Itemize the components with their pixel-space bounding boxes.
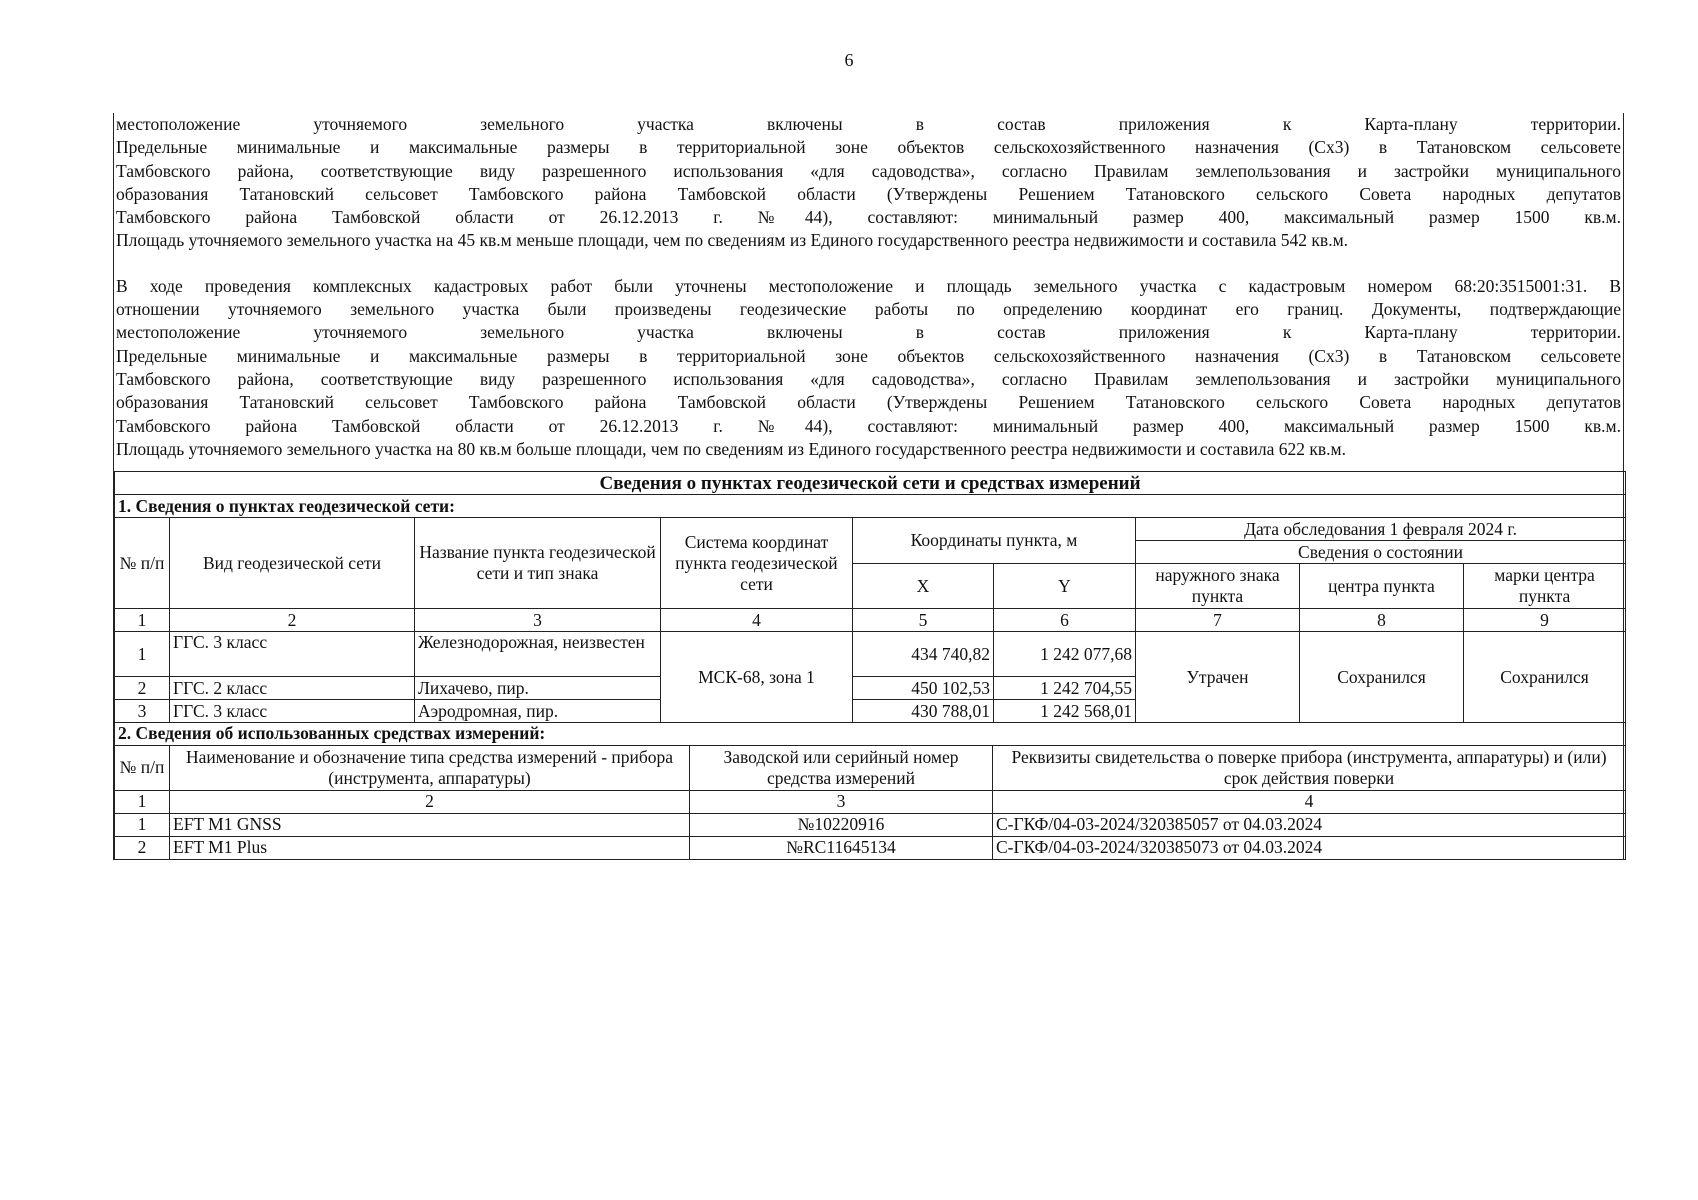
header-instrument: Наименование и обозначение типа средства измерений - прибора (инструмента, аппаратуры) (170, 745, 690, 790)
column-number: 3 (690, 790, 993, 813)
row-num: 2 (115, 677, 170, 700)
row-num: 3 (115, 700, 170, 723)
row-certificate: С-ГКФ/04-03-2024/320385073 от 04.03.2024 (993, 836, 1626, 859)
header-num: № п/п (115, 518, 170, 609)
paragraph-line: местоположение уточняемого земельного участка включены в состав приложения к Карта-плану территории. (116, 322, 1621, 343)
row-num: 2 (115, 836, 170, 859)
row-network: ГГС. 3 класс (170, 700, 415, 723)
paragraph-line: Тамбовского района Тамбовской области от 26.12.2013 г. №44), составляют: минимальный размер 400, максимальный размер 1500 кв.м. (116, 207, 1621, 228)
column-number: 5 (853, 609, 994, 632)
row-instrument: EFT M1 Plus (170, 836, 690, 859)
row-x: 430 788,01 (853, 700, 994, 723)
row-point-name: Лихачево, пир. (415, 677, 661, 700)
paragraph-2 (114, 275, 1623, 461)
table-row (115, 836, 1626, 859)
center-mark-value: Сохранился (1464, 632, 1626, 723)
column-number: 3 (415, 609, 661, 632)
instruments-table (114, 722, 1626, 860)
header-coords: Координаты пункта, м (853, 518, 1136, 564)
row-serial: №10220916 (690, 813, 993, 836)
row-network: ГГС. 2 класс (170, 677, 415, 700)
header-serial: Заводской или серийный номер средства измерений (690, 745, 993, 790)
column-number: 2 (170, 790, 690, 813)
row-certificate: С-ГКФ/04-03-2024/320385057 от 04.03.2024 (993, 813, 1626, 836)
column-number: 1 (115, 609, 170, 632)
paragraph-line: Площадь уточняемого земельного участка на 45 кв.м меньше площади, чем по сведениям из Единого государственного реестра недвижимости и составила 542 кв.м. (116, 230, 1349, 251)
paragraph-line: образования Татановский сельсовет Тамбовского района Тамбовской области (Утверждены Решением Татановского сельского Совета народных депутатов (116, 392, 1621, 413)
center-value: Сохранился (1300, 632, 1464, 723)
paragraph-1 (114, 113, 1623, 253)
header-point-name: Название пункта геодезической сети и тип знака (415, 518, 661, 609)
paragraph-line: В ходе проведения комплексных кадастровых работ были уточнены местоположение и площадь земельного участка с кадастровым номером 68:20:3515001:31. В (116, 275, 1621, 296)
geodetic-network-table (114, 471, 1626, 723)
paragraph-line: местоположение уточняемого земельного участка включены в состав приложения к Карта-плану территории. (116, 114, 1621, 134)
header-survey-date: Дата обследования 1 февраля 2024 г. (1136, 518, 1626, 541)
column-number: 9 (1464, 609, 1626, 632)
header-coord-system: Система координат пункта геодезической сети (661, 518, 853, 609)
paragraph-line: Предельные минимальные и максимальные размеры в территориальной зоне объектов сельскохозяйственного назначения (Сх3) в Татановском сельсовете (116, 137, 1621, 158)
column-number: 2 (170, 609, 415, 632)
header-num: № п/п (115, 745, 170, 790)
row-y: 1 242 568,01 (994, 700, 1136, 723)
paragraph-line: Предельные минимальные и максимальные размеры в территориальной зоне объектов сельскохозяйственного назначения (Сх3) в Татановском сельсовете (116, 345, 1621, 366)
paragraph-line: отношении уточняемого земельного участка были произведены геодезические работы по определению координат его границ. Документы, подтверждающие (116, 299, 1621, 320)
paragraph-line: Тамбовского района, соответствующие виду разрешенного использования «для садоводства», согласно Правилам землепользования и застройки муниципального (116, 368, 1621, 389)
table-title: Сведения о пунктах геодезической сети и средствах измерений (115, 472, 1626, 495)
header-center: центра пункта (1300, 564, 1464, 609)
row-point-name: Железнодорожная, неизвестен (415, 632, 661, 677)
column-number: 4 (661, 609, 853, 632)
column-number: 1 (115, 790, 170, 813)
header-state: Сведения о состоянии (1136, 541, 1626, 564)
column-number: 7 (1136, 609, 1300, 632)
row-y: 1 242 077,68 (994, 632, 1136, 677)
header-network-type: Вид геодезической сети (170, 518, 415, 609)
row-point-name: Аэродромная, пир. (415, 700, 661, 723)
paragraph-line: Тамбовского района Тамбовской области от 26.12.2013 г. №44), составляют: минимальный размер 400, максимальный размер 1500 кв.м. (116, 415, 1621, 436)
row-y: 1 242 704,55 (994, 677, 1136, 700)
header-certificate: Реквизиты свидетельства о поверке прибора (инструмента, аппаратуры) и (или) срок действия поверки (993, 745, 1626, 790)
section-1-title: 1. Сведения о пунктах геодезической сети: (115, 495, 1626, 518)
header-outer-sign: наружного знака пункта (1136, 564, 1300, 609)
page-number: 6 (844, 50, 854, 70)
header-center-mark: марки центра пункта (1464, 564, 1626, 609)
row-x: 434 740,82 (853, 632, 994, 677)
column-number: 6 (994, 609, 1136, 632)
row-instrument: EFT M1 GNSS (170, 813, 690, 836)
paragraph-line: Площадь уточняемого земельного участка на 80 кв.м больше площади, чем по сведениям из Единого государственного реестра недвижимости и составила 622 кв.м. (116, 438, 1346, 459)
coord-system-value: МСК-68, зона 1 (661, 632, 853, 723)
table-row (115, 813, 1626, 836)
row-network: ГГС. 3 класс (170, 632, 415, 677)
row-num: 1 (115, 813, 170, 836)
table-row (115, 632, 1626, 677)
row-serial: №RC11645134 (690, 836, 993, 859)
paragraph-line: Тамбовского района, соответствующие виду разрешенного использования «для садоводства», согласно Правилам землепользования и застройки муниципального (116, 160, 1621, 181)
column-number: 8 (1300, 609, 1464, 632)
row-x: 450 102,53 (853, 677, 994, 700)
header-y: Y (994, 564, 1136, 609)
row-num: 1 (115, 632, 170, 677)
header-x: X (853, 564, 994, 609)
section-2-title: 2. Сведения об использованных средствах измерений: (115, 722, 1626, 745)
column-number: 4 (993, 790, 1626, 813)
paragraph-line: образования Татановский сельсовет Тамбовского района Тамбовской области (Утверждены Решением Татановского сельского Совета народных депутатов (116, 183, 1621, 204)
outer-sign-value: Утрачен (1136, 632, 1300, 723)
document-frame (113, 113, 1624, 860)
